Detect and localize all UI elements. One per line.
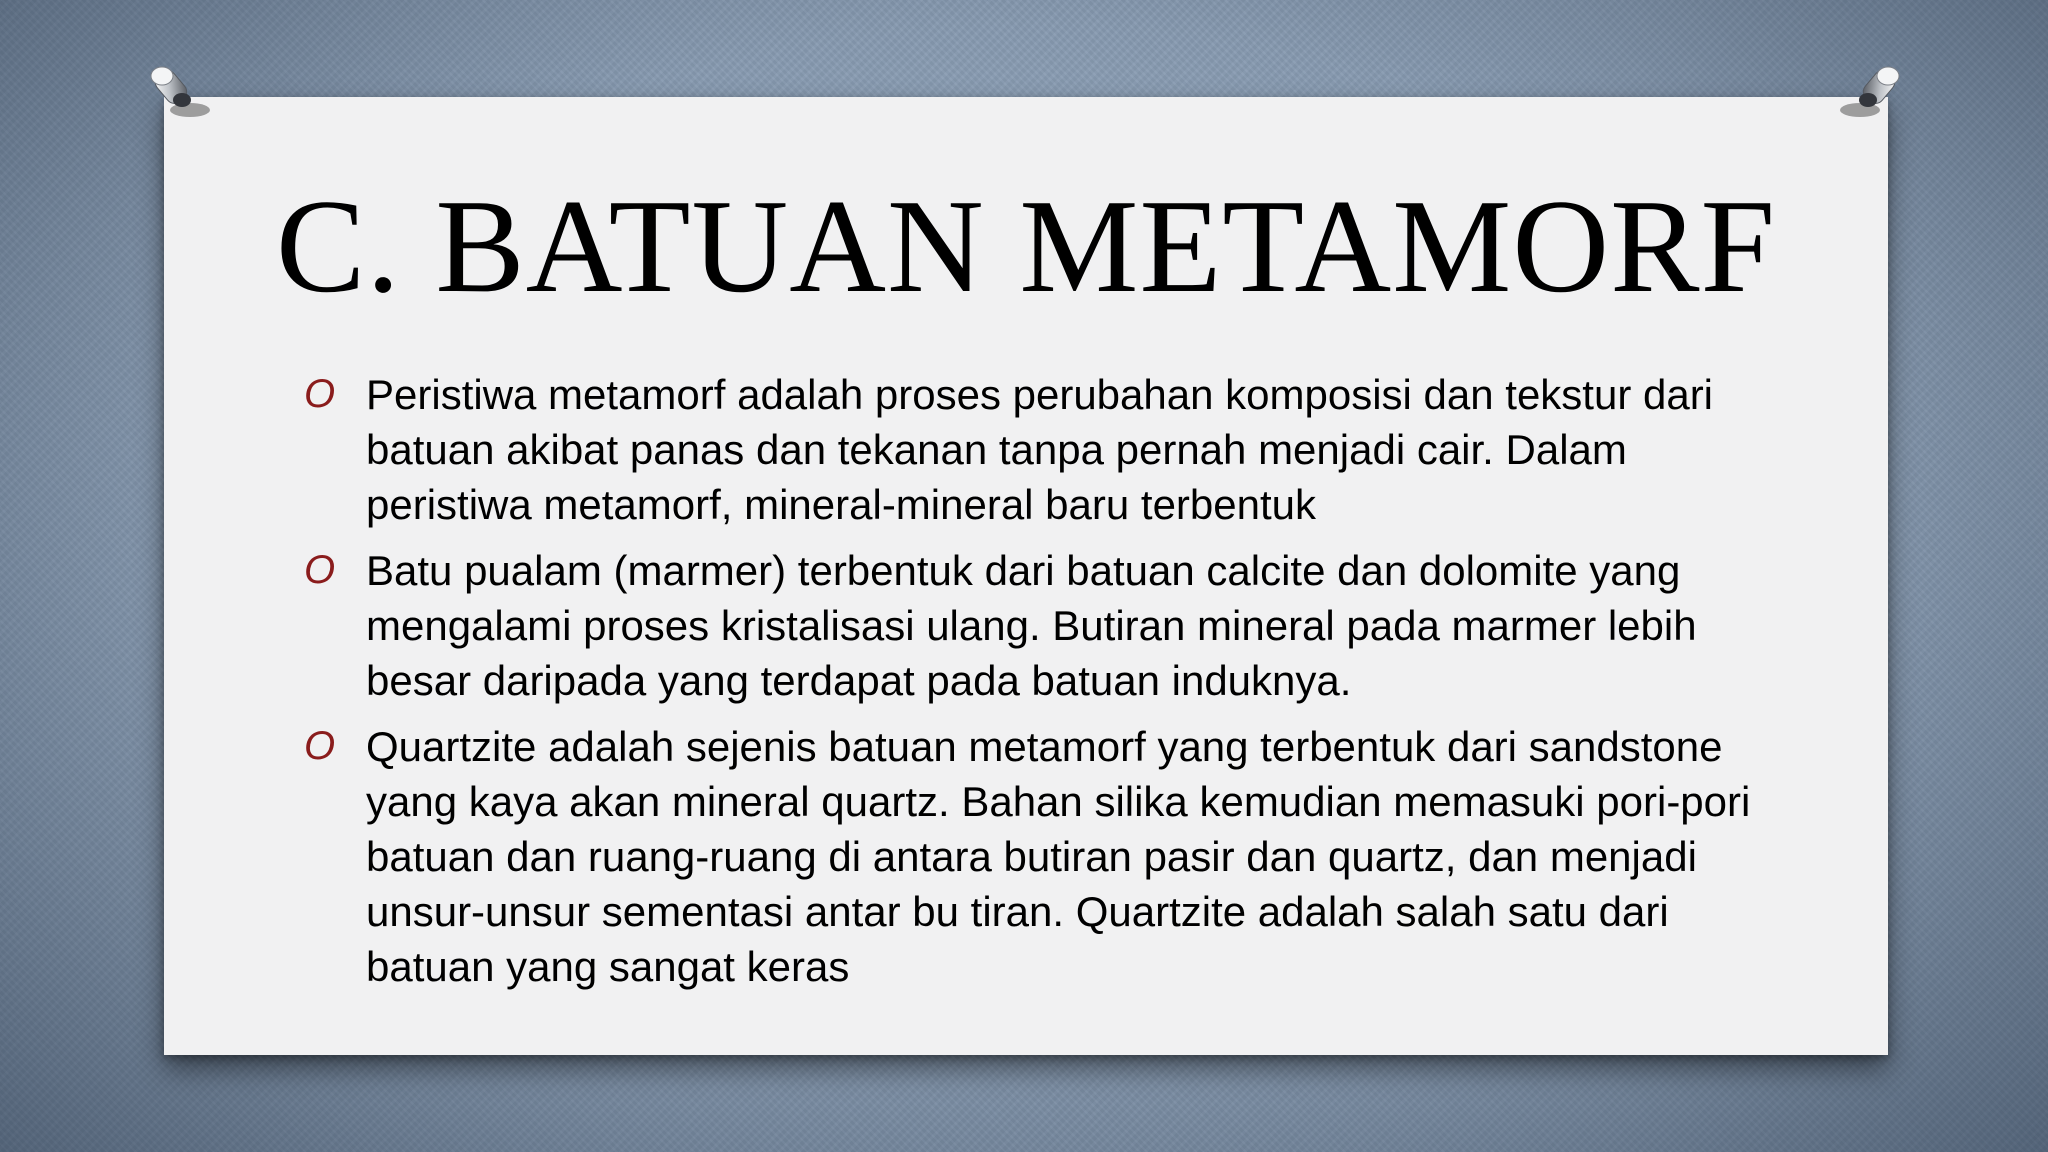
list-item bbox=[302, 367, 1782, 532]
pushpin-icon bbox=[140, 60, 220, 124]
pushpin-icon bbox=[1830, 60, 1910, 124]
slide-card bbox=[164, 97, 1888, 1055]
bullet-marker: O bbox=[304, 372, 336, 416]
bullet-marker: O bbox=[304, 724, 336, 768]
bullet-marker: O bbox=[304, 548, 336, 592]
slide-title: C. BATUAN METAMORF bbox=[275, 172, 1777, 320]
bullet-text: Batu pualam (marmer) terbentuk dari batuan calcite dan dolomite yang mengalami proses kristalisasi ulang. Butiran mineral pada marmer lebih besar daripada yang terdapat pada batuan induknya. bbox=[366, 547, 1697, 704]
list-item bbox=[302, 719, 1782, 994]
list-item bbox=[302, 543, 1782, 708]
bullet-text: Peristiwa metamorf adalah proses perubahan komposisi dan tekstur dari batuan akibat panas dan tekanan tanpa pernah menjadi cair. Dalam peristiwa metamorf, mineral-mineral baru terbentuk bbox=[366, 371, 1714, 528]
bullet-text: Quartzite adalah sejenis batuan metamorf yang terbentuk dari sandstone yang kaya akan mineral quartz. Bahan silika kemudian memasuki pori-pori batuan dan ruang-ruang di antara butiran pasir dan quartz, dan menjadi unsur-unsur sementasi antar bu tiran. Quartzite adalah salah satu dari batuan yang sangat keras bbox=[366, 723, 1751, 990]
bullet-list bbox=[302, 367, 1782, 1005]
